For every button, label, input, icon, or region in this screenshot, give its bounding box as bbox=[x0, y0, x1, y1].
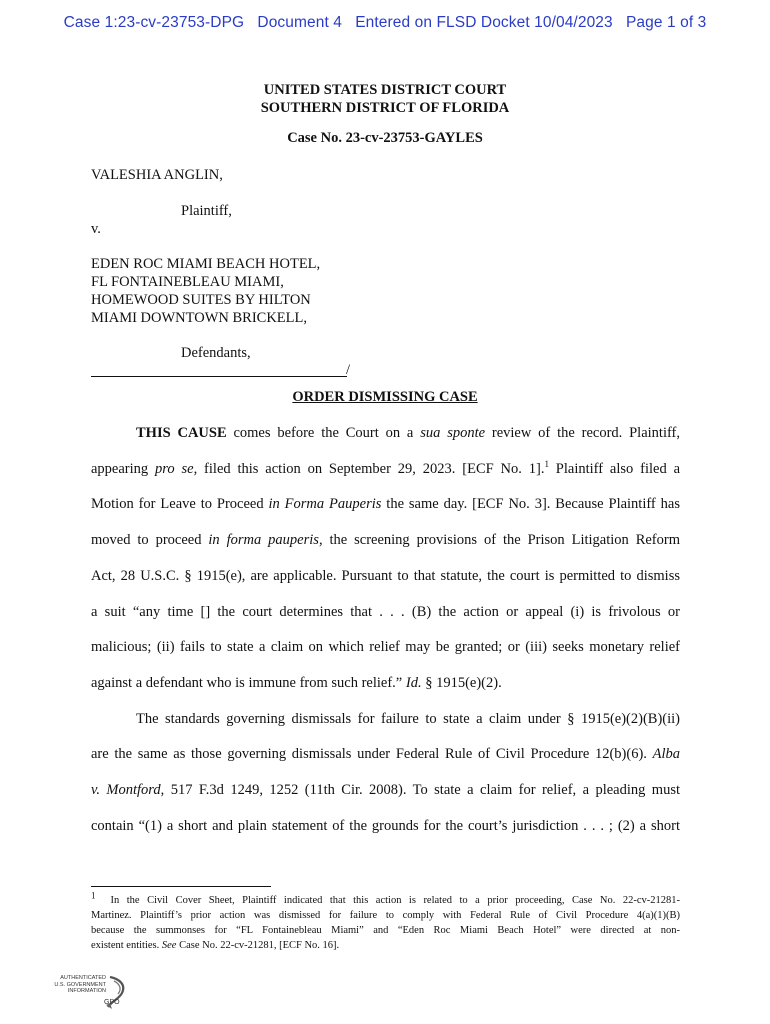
body-line bbox=[91, 746, 680, 763]
caption-rule bbox=[91, 376, 347, 377]
text-run: , the screening provisions of the Prison Litigation Reform bbox=[318, 532, 680, 548]
italic-run: v. Montford bbox=[91, 782, 161, 798]
text-run: appearing bbox=[91, 461, 156, 477]
gpo-mark: GPO bbox=[104, 999, 120, 1006]
italic-run: See bbox=[161, 940, 177, 951]
body-line bbox=[91, 532, 680, 549]
italic-run: in forma pauperis bbox=[208, 532, 319, 548]
docket-header-stamp bbox=[0, 14, 770, 32]
stamp-document: Document 4 bbox=[257, 14, 342, 31]
footnote-marker: 1 bbox=[91, 890, 96, 901]
text-run: against a defendant who is immune from such relief.” bbox=[91, 675, 406, 691]
gpo-line: INFORMATION bbox=[67, 988, 106, 994]
italic-run: in Forma Pauperis bbox=[268, 496, 382, 512]
defendant-line: MIAMI DOWNTOWN BRICKELL, bbox=[91, 310, 307, 326]
body-line: The standards governing dismissals for failure to state a claim under § 1915(e)(2)(B)(ii) bbox=[136, 711, 680, 727]
caption-slash: / bbox=[346, 362, 351, 378]
court-name-line2: SOUTHERN DISTRICT OF FLORIDA bbox=[260, 100, 510, 116]
court-name-line1: UNITED STATES DISTRICT COURT bbox=[263, 82, 507, 98]
body-line bbox=[91, 675, 680, 692]
gpo-line: U.S. GOVERNMENT bbox=[54, 981, 106, 988]
footnote-rule bbox=[91, 886, 271, 887]
text-run: Case No. 22-cv-21281, [ECF No. 16]. bbox=[176, 940, 340, 951]
text-run: the same day. [ECF No. 3]. Because Plaintiff has bbox=[381, 496, 680, 512]
italic-run: Id. bbox=[405, 675, 422, 691]
text-run: Motion for Leave to Proceed bbox=[91, 496, 269, 512]
body-line bbox=[91, 461, 680, 478]
order-title-text: ORDER DISMISSING CASE bbox=[292, 389, 478, 405]
stamp-case: Case 1:23-cv-23753-DPG bbox=[63, 14, 245, 31]
plaintiff-label: Plaintiff, bbox=[181, 203, 232, 219]
text-run: existent entities. bbox=[91, 940, 162, 951]
body-line bbox=[136, 425, 680, 442]
defendant-line: HOMEWOOD SUITES BY HILTON bbox=[91, 292, 311, 308]
footnote-ref[interactable]: 1 bbox=[544, 459, 549, 470]
order-title bbox=[0, 389, 770, 406]
body-line bbox=[91, 496, 680, 513]
gpo-logo-text bbox=[42, 975, 106, 995]
body-line: a suit “any time [] the court determines that . . . (B) the action or appeal (i) is frivolous or bbox=[91, 604, 680, 620]
italic-run: Alba bbox=[652, 746, 680, 762]
defendant-line: FL FONTAINEBLEAU MIAMI, bbox=[91, 274, 284, 290]
text-run: In the Civil Cover Sheet, Plaintiff indicated that this action is related to a prior proceeding, Case No. 22-cv-21281- bbox=[110, 895, 681, 906]
text-run: , 517 F.3d 1249, 1252 (11th Cir. 2008). To state a claim for relief, a pleading must bbox=[160, 782, 680, 798]
footnote-line bbox=[91, 938, 680, 954]
gpo-authenticated-logo bbox=[42, 973, 132, 1015]
stamp-page: Page 1 of 3 bbox=[625, 14, 707, 31]
text-run: comes before the Court on a bbox=[226, 425, 421, 441]
body-line: Act, 28 U.S.C. § 1915(e), are applicable. Pursuant to that statute, the court is permitted to dismiss bbox=[91, 568, 680, 584]
text-run: review of the record. Plaintiff, bbox=[485, 425, 680, 441]
versus: v. bbox=[91, 221, 101, 237]
plaintiff-name: VALESHIA ANGLIN, bbox=[91, 167, 223, 183]
body-line bbox=[91, 782, 680, 799]
defendants-label: Defendants, bbox=[181, 345, 251, 361]
body-line: contain “(1) a short and plain statement of the grounds for the court’s jurisdiction . . . ; (2) a short bbox=[91, 818, 680, 834]
footnote-line: Martinez. Plaintiff’s prior action was dismissed for failure to comply with Federal Rule of Civil Procedure 4(a)(1)(B) bbox=[91, 910, 680, 921]
text-run: moved to proceed bbox=[91, 532, 209, 548]
footnote-line: because the summonses for “FL Fontainebleau Miami” and “Eden Roc Miami Beach Hotel” were directed at non- bbox=[91, 925, 680, 936]
footnote-line bbox=[91, 890, 681, 909]
italic-run: pro se bbox=[155, 461, 194, 477]
text-run: are the same as those governing dismissals under Federal Rule of Civil Procedure 12(b)(6). bbox=[91, 746, 653, 762]
italic-run: sua sponte bbox=[420, 425, 486, 441]
text-run: § 1915(e)(2). bbox=[421, 675, 502, 691]
gpo-line: AUTHENTICATED bbox=[60, 975, 106, 981]
text-run: Plaintiff also filed a bbox=[548, 461, 681, 477]
body-line: malicious; (ii) fails to state a claim on which relief may be granted; or (iii) seeks monetary relief bbox=[91, 639, 680, 655]
text-run: , filed this action on September 29, 2023. [ECF No. 1]. bbox=[193, 461, 545, 477]
stamp-entered: Entered on FLSD Docket 10/04/2023 bbox=[355, 14, 613, 31]
this-cause: THIS CAUSE bbox=[136, 425, 227, 441]
case-number: Case No. 23-cv-23753-GAYLES bbox=[287, 130, 483, 146]
defendant-line: EDEN ROC MIAMI BEACH HOTEL, bbox=[91, 256, 321, 272]
